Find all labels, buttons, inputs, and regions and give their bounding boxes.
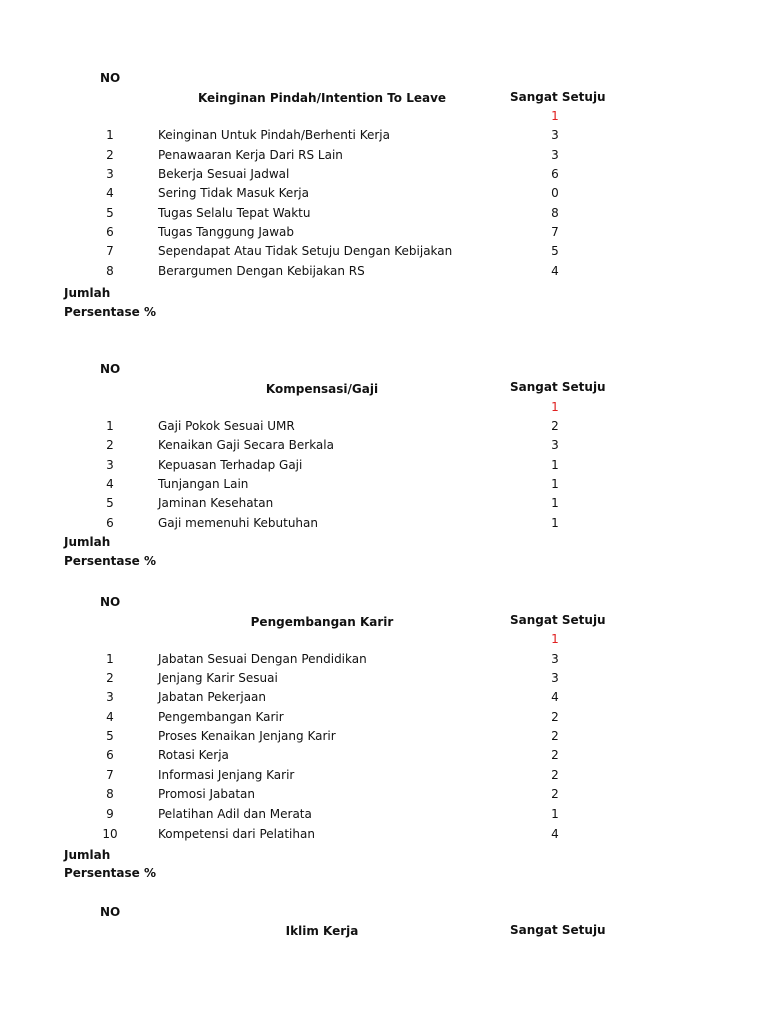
row-value: 4 bbox=[551, 264, 559, 278]
row-value: 2 bbox=[551, 768, 559, 782]
no-header: NO bbox=[100, 905, 121, 919]
row-value: 8 bbox=[551, 206, 559, 220]
row-item: Sependapat Atau Tidak Setuju Dengan Kebijakan bbox=[158, 244, 453, 258]
row-item: Kepuasan Terhadap Gaji bbox=[158, 458, 303, 472]
row-item: Berargumen Dengan Kebijakan RS bbox=[158, 264, 365, 278]
row-value: 3 bbox=[551, 671, 559, 685]
row-number: 6 bbox=[106, 748, 114, 762]
row-number: 1 bbox=[106, 419, 114, 433]
jumlah-label: Jumlah bbox=[64, 286, 111, 300]
scale-value: 1 bbox=[551, 109, 559, 123]
row-item: Jenjang Karir Sesuai bbox=[158, 671, 278, 685]
row-value: 3 bbox=[551, 652, 559, 666]
row-item: Jabatan Pekerjaan bbox=[158, 690, 267, 704]
row-value: 2 bbox=[551, 748, 559, 762]
row-item: Proses Kenaikan Jenjang Karir bbox=[158, 729, 336, 743]
column-header: Sangat Setuju bbox=[510, 90, 606, 104]
row-value: 2 bbox=[551, 419, 559, 433]
persentase-label: Persentase % bbox=[64, 866, 156, 880]
row-value: 5 bbox=[551, 244, 559, 258]
row-number: 2 bbox=[106, 148, 114, 162]
row-item: Promosi Jabatan bbox=[158, 787, 255, 801]
row-number: 8 bbox=[106, 787, 114, 801]
row-item: Gaji memenuhi Kebutuhan bbox=[158, 516, 318, 530]
row-number: 7 bbox=[106, 768, 114, 782]
column-header: Sangat Setuju bbox=[510, 380, 606, 394]
row-value: 1 bbox=[551, 477, 559, 491]
row-item: Gaji Pokok Sesuai UMR bbox=[158, 419, 295, 433]
row-item: Tugas Selalu Tepat Waktu bbox=[158, 206, 311, 220]
persentase-label: Persentase % bbox=[64, 554, 156, 568]
row-number: 5 bbox=[106, 729, 114, 743]
row-value: 3 bbox=[551, 438, 559, 452]
row-number: 6 bbox=[106, 516, 114, 530]
row-number: 7 bbox=[106, 244, 114, 258]
row-item: Kenaikan Gaji Secara Berkala bbox=[158, 438, 334, 452]
row-item: Kompetensi dari Pelatihan bbox=[158, 827, 315, 841]
row-number: 1 bbox=[106, 652, 114, 666]
section-title: Keinginan Pindah/Intention To Leave bbox=[197, 91, 447, 105]
row-item: Tugas Tanggung Jawab bbox=[158, 225, 295, 239]
row-item: Tunjangan Lain bbox=[158, 477, 249, 491]
jumlah-label: Jumlah bbox=[64, 535, 111, 549]
row-item: Penawaaran Kerja Dari RS Lain bbox=[158, 148, 343, 162]
row-value: 1 bbox=[551, 458, 559, 472]
row-item: Informasi Jenjang Karir bbox=[158, 768, 295, 782]
row-item: Jabatan Sesuai Dengan Pendidikan bbox=[158, 652, 367, 666]
row-item: Keinginan Untuk Pindah/Berhenti Kerja bbox=[158, 128, 390, 142]
row-value: 3 bbox=[551, 148, 559, 162]
row-number: 5 bbox=[106, 206, 114, 220]
row-number: 8 bbox=[106, 264, 114, 278]
row-value: 4 bbox=[551, 690, 559, 704]
row-value: 3 bbox=[551, 128, 559, 142]
row-number: 4 bbox=[106, 186, 114, 200]
row-item: Sering Tidak Masuk Kerja bbox=[158, 186, 309, 200]
row-number: 3 bbox=[106, 167, 114, 181]
row-value: 2 bbox=[551, 787, 559, 801]
row-value: 1 bbox=[551, 807, 559, 821]
row-value: 1 bbox=[551, 516, 559, 530]
section-title: Iklim Kerja bbox=[285, 924, 359, 938]
row-number: 3 bbox=[106, 690, 114, 704]
row-number: 2 bbox=[106, 438, 114, 452]
row-value: 2 bbox=[551, 729, 559, 743]
no-header: NO bbox=[100, 71, 121, 85]
section-title: Kompensasi/Gaji bbox=[265, 382, 379, 396]
row-number: 9 bbox=[106, 807, 114, 821]
row-number: 2 bbox=[106, 671, 114, 685]
row-value: 2 bbox=[551, 710, 559, 724]
row-value: 6 bbox=[551, 167, 559, 181]
row-number: 6 bbox=[106, 225, 114, 239]
column-header: Sangat Setuju bbox=[510, 613, 606, 627]
row-value: 4 bbox=[551, 827, 559, 841]
row-item: Rotasi Kerja bbox=[158, 748, 229, 762]
persentase-label: Persentase % bbox=[64, 305, 156, 319]
scale-value: 1 bbox=[551, 400, 559, 414]
row-number: 4 bbox=[106, 477, 114, 491]
row-number: 3 bbox=[106, 458, 114, 472]
row-value: 0 bbox=[551, 186, 559, 200]
row-value: 1 bbox=[551, 496, 559, 510]
section-title: Pengembangan Karir bbox=[250, 615, 394, 629]
row-item: Jaminan Kesehatan bbox=[158, 496, 274, 510]
no-header: NO bbox=[100, 595, 121, 609]
row-number: 1 bbox=[106, 128, 114, 142]
jumlah-label: Jumlah bbox=[64, 848, 111, 862]
row-number: 4 bbox=[106, 710, 114, 724]
column-header: Sangat Setuju bbox=[510, 923, 606, 937]
row-item: Bekerja Sesuai Jadwal bbox=[158, 167, 290, 181]
row-number: 10 bbox=[102, 827, 118, 841]
row-item: Pelatihan Adil dan Merata bbox=[158, 807, 312, 821]
row-value: 7 bbox=[551, 225, 559, 239]
row-number: 5 bbox=[106, 496, 114, 510]
no-header: NO bbox=[100, 362, 121, 376]
row-item: Pengembangan Karir bbox=[158, 710, 284, 724]
scale-value: 1 bbox=[551, 632, 559, 646]
